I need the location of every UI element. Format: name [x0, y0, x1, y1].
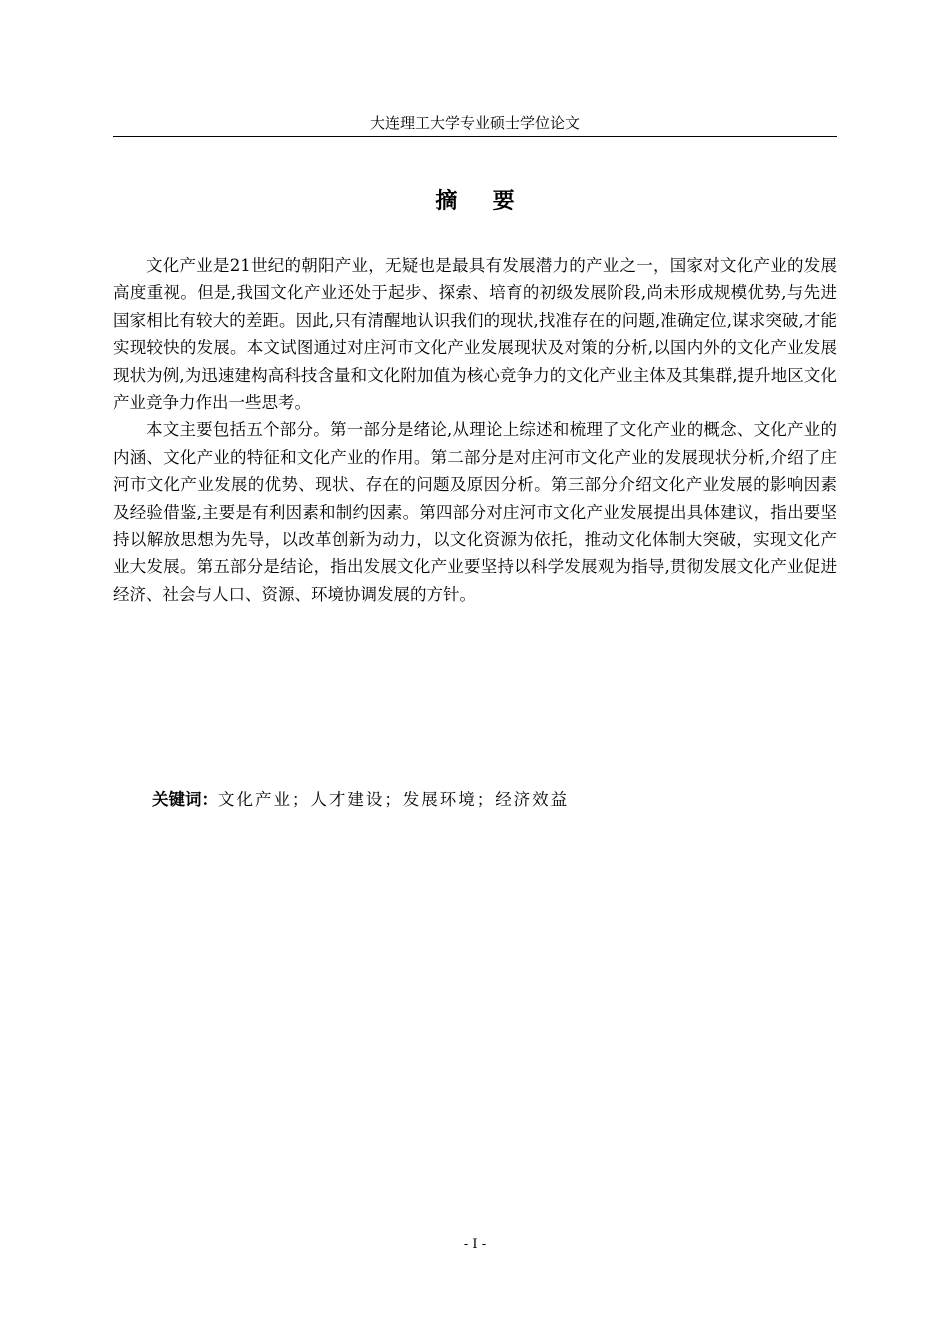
abstract-paragraph-1: 文化产业是21世纪的朝阳产业，无疑也是最具有发展潜力的产业之一，国家对文化产业的发展高度重视。但是,我国文化产业还处于起步、探索、培育的初级发展阶段,尚未形成规模优势,与先进国家相比有较大的差距。因此,只有清醒地认识我们的现状,找准存在的问题,准确定位,谋求突破,才能实现较快的发展。本文试图通过对庄河市文化产业发展现状及对策的分析,以国内外的文化产业发展现状为例,为迅速建构高科技含量和文化附加值为核心竞争力的文化产业主体及其集群,提升地区文化产业竞争力作出一些思考。	[113, 256, 837, 413]
abstract-paragraph-2: 本文主要包括五个部分。第一部分是绪论,从理论上综述和梳理了文化产业的概念、文化产业的内涵、文化产业的特征和文化产业的作用。第二部分是对庄河市文化产业的发展现状分析,介绍了庄河市文化产业发展的优势、现状、存在的问题及原因分析。第三部分介绍文化产业发展的影响因素及经验借鉴,主要是有利因素和制约因素。第四部分对庄河市文化产业发展提出具体建议，指出要坚持以解放思想为先导，以改革创新为动力，以文化资源为依托，推动文化体制大突破，实现文化产业大发展。第五部分是结论，指出发展文化产业要坚持以科学发展观为指导,贯彻发展文化产业促进经济、社会与人口、资源、环境协调发展的方针。	[113, 420, 837, 604]
abstract-body	[113, 252, 837, 608]
keywords-text: 文化产业；人才建设；发展环境；经济效益	[218, 790, 570, 809]
keywords-line	[152, 788, 837, 812]
running-header: 大连理工大学专业硕士学位论文	[369, 114, 580, 132]
keywords-label: 关键词：	[152, 790, 218, 809]
header-rule	[113, 136, 837, 137]
page-number: - I -	[463, 1237, 487, 1252]
section-title: 摘要	[435, 189, 550, 214]
